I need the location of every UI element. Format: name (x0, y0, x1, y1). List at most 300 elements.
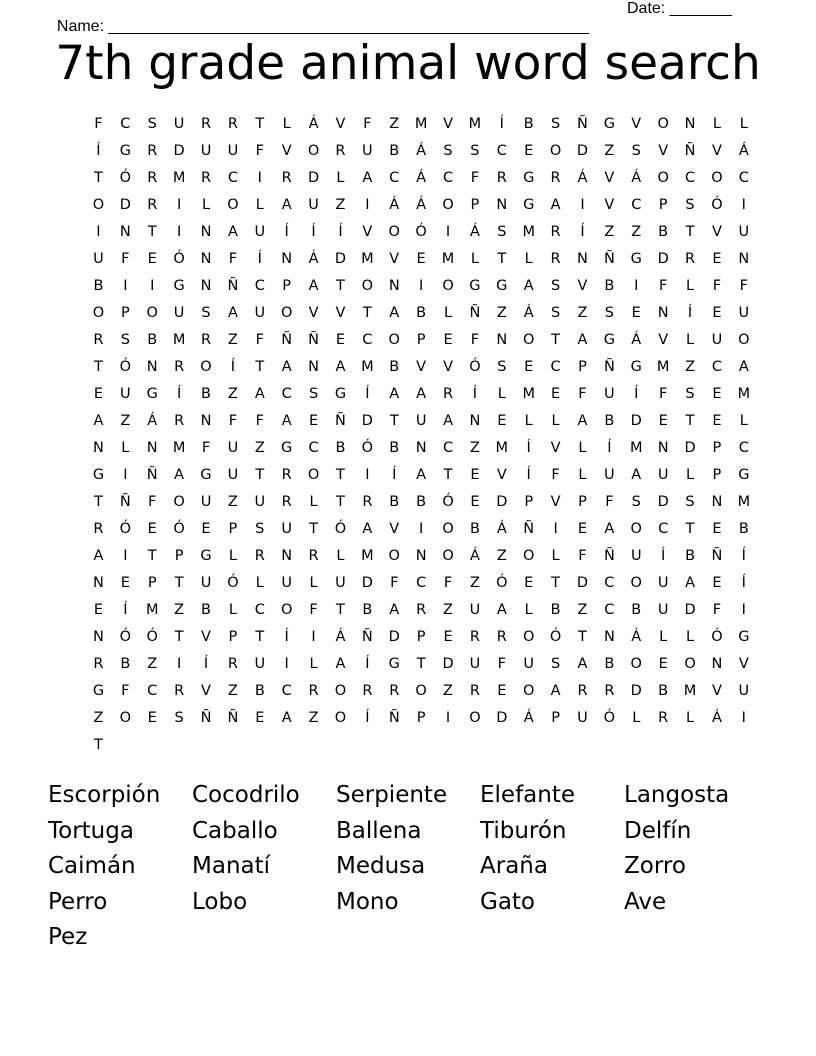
grid-letter: Í (284, 224, 289, 240)
grid-letter: V (389, 521, 400, 537)
word-list-item: Tortuga (48, 817, 134, 844)
grid-letter: N (496, 197, 508, 213)
grid-letter: A (523, 278, 534, 294)
grid-letter: Ñ (603, 359, 615, 375)
grid-letter: V (658, 332, 669, 348)
grid-letter: C (684, 170, 696, 186)
grid-letter: Ñ (684, 143, 696, 159)
grid-letter: O (549, 143, 562, 159)
grid-letter: U (362, 143, 373, 159)
grid-letter: F (255, 413, 264, 429)
grid-letter: O (119, 710, 132, 726)
grid-letter: C (281, 386, 292, 402)
grid-letter: R (550, 224, 561, 240)
grid-letter: C (308, 440, 319, 456)
grid-letter: P (416, 332, 426, 348)
grid-letter: F (551, 467, 560, 483)
grid-letter: Í (230, 359, 236, 375)
grid-letter: Ó (119, 629, 132, 645)
grid-letter: V (604, 170, 615, 186)
grid-letter: E (147, 521, 157, 537)
grid-letter: U (469, 602, 481, 618)
grid-letter: N (603, 629, 615, 645)
grid-letter: O (442, 278, 454, 294)
grid-letter: M (495, 440, 509, 456)
grid-letter: D (576, 143, 589, 159)
grid-letter: N (93, 440, 104, 456)
grid-letter: Í (311, 224, 316, 240)
grid-letter: Z (496, 305, 507, 321)
grid-letter: N (93, 575, 104, 591)
grid-letter: T (336, 278, 345, 294)
grid-letter: Í (203, 656, 209, 672)
grid-letter: T (174, 575, 184, 591)
grid-letter: Ó (361, 440, 374, 456)
grid-letter: Ñ (523, 521, 535, 537)
grid-letter: E (147, 251, 157, 267)
grid-letter: I (445, 710, 451, 726)
word-list-item: Caimán (48, 853, 136, 879)
grid-letter: N (119, 224, 131, 240)
grid-letter: Í (634, 386, 639, 402)
grid-letter: U (281, 575, 292, 591)
grid-letter: L (685, 629, 695, 645)
grid-letter: M (737, 386, 751, 402)
grid-letter: E (658, 656, 668, 672)
grid-letter: D (442, 656, 454, 672)
grid-letter: N (657, 440, 669, 456)
grid-letter: F (148, 494, 157, 510)
grid-letter: O (227, 197, 239, 213)
grid-letter: C (389, 170, 400, 186)
grid-letter: A (227, 224, 238, 240)
grid-letter: E (524, 143, 534, 159)
grid-letter: R (147, 170, 158, 186)
grid-letter: P (578, 359, 587, 375)
grid-letter: O (388, 548, 400, 564)
grid-letter: L (228, 548, 237, 564)
grid-letter: R (416, 602, 427, 618)
grid-letter: D (361, 575, 373, 591)
grid-letter: M (172, 332, 186, 348)
grid-letter: O (657, 116, 669, 132)
word-list-item: Serpiente (336, 782, 448, 808)
grid-letter: N (200, 251, 212, 267)
grid-letter: N (657, 305, 669, 321)
grid-letter: R (308, 548, 319, 564)
grid-letter: R (254, 548, 265, 564)
grid-letter: R (174, 359, 185, 375)
grid-letter: R (442, 386, 454, 402)
grid-letter: L (255, 197, 264, 213)
grid-letter: E (147, 710, 157, 726)
grid-letter: S (201, 305, 211, 321)
grid-letter: U (738, 305, 750, 321)
word-list-item: Perro (48, 888, 108, 915)
grid-letter: D (173, 143, 185, 159)
grid-letter: N (711, 656, 723, 672)
grid-letter: C (254, 602, 265, 618)
grid-letter: D (657, 251, 669, 267)
grid-letter: G (603, 332, 615, 348)
grid-letter: L (578, 440, 587, 456)
grid-letter: Ñ (361, 629, 373, 645)
grid-letter: E (120, 575, 130, 591)
grid-letter: Á (416, 143, 427, 159)
grid-letter: R (469, 629, 480, 645)
grid-letter: U (523, 656, 534, 672)
grid-letter: E (443, 332, 453, 348)
grid-letter: R (200, 116, 212, 132)
grid-letter: N (711, 494, 723, 510)
grid-letter: Á (631, 332, 642, 348)
grid-letter: F (228, 251, 238, 267)
grid-letter: O (630, 521, 642, 537)
grid-letter: U (120, 386, 131, 402)
grid-letter: P (578, 494, 587, 510)
grid-letter: C (711, 359, 722, 375)
grid-letter: E (93, 386, 104, 402)
word-list-item: Zorro (624, 853, 686, 879)
grid-letter: Z (308, 710, 319, 726)
grid-letter: P (712, 440, 722, 456)
grid-letter: R (147, 143, 158, 159)
grid-letter: Í (365, 710, 370, 726)
grid-letter: A (254, 386, 265, 402)
word-list-item: Medusa (336, 853, 426, 879)
grid-letter: Ó (173, 521, 185, 537)
grid-letter: M (414, 116, 428, 132)
grid-letter: O (522, 683, 535, 699)
grid-letter: V (201, 629, 211, 645)
grid-letter: B (550, 602, 561, 618)
grid-letter: A (362, 170, 373, 186)
grid-letter: B (604, 278, 615, 294)
grid-letter: P (524, 494, 534, 510)
grid-letter: Ó (227, 575, 239, 591)
letter-grid (85, 114, 757, 762)
grid-letter: Ó (496, 575, 508, 591)
grid-letter: M (441, 251, 455, 267)
grid-letter: N (496, 332, 508, 348)
grid-letter: Z (469, 575, 480, 591)
name-field-line: Name: ______________________________________________________ (56, 18, 589, 35)
grid-letter: Á (308, 251, 319, 267)
grid-letter: N (308, 359, 319, 375)
grid-letter: G (523, 170, 535, 186)
grid-letter: T (255, 629, 265, 645)
grid-letter: Z (577, 602, 588, 618)
grid-letter: T (94, 494, 103, 510)
grid-letter: E (335, 332, 346, 348)
grid-letter: E (712, 305, 722, 321)
grid-letter: Í (257, 251, 262, 267)
grid-letter: A (227, 305, 238, 321)
grid-letter: T (416, 656, 426, 672)
grid-letter: S (550, 116, 561, 132)
grid-letter: I (257, 170, 262, 186)
grid-letter: M (172, 440, 186, 456)
grid-letter: Ñ (227, 278, 239, 294)
grid-letter: V (389, 251, 400, 267)
grid-letter: I (123, 467, 128, 483)
word-list-item: Tiburón (480, 817, 567, 844)
grid-letter: I (741, 602, 746, 618)
word-list-item: Gato (480, 888, 536, 915)
grid-letter: U (657, 575, 669, 591)
grid-letter: A (93, 548, 104, 564)
grid-letter: Í (176, 386, 182, 402)
grid-letter: P (470, 197, 480, 213)
grid-letter: Ó (119, 170, 132, 186)
grid-letter: M (468, 116, 482, 132)
grid-letter: S (685, 197, 695, 213)
grid-letter: U (254, 656, 266, 672)
grid-letter: Ñ (146, 467, 158, 483)
grid-letter: R (362, 683, 373, 699)
grid-letter: L (309, 494, 318, 510)
grid-letter: D (388, 629, 400, 645)
grid-letter: U (173, 305, 185, 321)
grid-letter: V (308, 305, 319, 321)
grid-letter: E (470, 494, 480, 510)
grid-letter: S (497, 359, 507, 375)
grid-letter: Z (577, 305, 588, 321)
grid-letter: F (712, 602, 722, 618)
grid-letter: G (281, 440, 293, 456)
page-title: 7th grade animal word search (55, 36, 761, 91)
grid-letter: T (336, 467, 345, 483)
grid-letter: R (496, 629, 507, 645)
grid-letter: O (173, 494, 185, 510)
grid-letter: U (335, 575, 346, 591)
grid-letter: A (281, 710, 292, 726)
grid-letter: Ó (146, 629, 158, 645)
grid-letter: Ñ (711, 548, 723, 564)
grid-letter: F (309, 602, 318, 618)
grid-letter: O (630, 656, 642, 672)
grid-letter: U (227, 440, 239, 456)
grid-letter: F (121, 683, 130, 699)
grid-letter: C (254, 278, 265, 294)
grid-letter: I (365, 197, 370, 213)
grid-letter: E (497, 683, 507, 699)
grid-letter: V (658, 143, 669, 159)
word-list-item: Elefante (480, 782, 576, 808)
grid-letter: E (524, 575, 534, 591)
grid-letter: Z (227, 332, 238, 348)
grid-letter: B (389, 440, 400, 456)
grid-letter: P (712, 467, 722, 483)
grid-letter: Í (526, 440, 531, 456)
grid-letter: Z (227, 494, 238, 510)
grid-letter: G (496, 278, 508, 294)
grid-letter: A (389, 602, 400, 618)
grid-letter: Á (469, 548, 480, 564)
grid-letter: Ñ (577, 116, 588, 132)
grid-letter: U (227, 143, 239, 159)
grid-letter: P (174, 548, 184, 564)
grid-letter: Á (577, 170, 588, 186)
grid-letter: C (604, 575, 615, 591)
grid-letter: U (200, 575, 212, 591)
grid-letter: U (738, 224, 750, 240)
grid-letter: A (550, 197, 561, 213)
grid-letter: D (684, 440, 696, 456)
grid-letter: N (415, 440, 427, 456)
grid-letter: D (684, 602, 696, 618)
grid-letter: B (389, 359, 400, 375)
grid-letter: F (605, 494, 614, 510)
grid-letter: M (630, 440, 643, 456)
grid-letter: O (522, 332, 535, 348)
grid-letter: D (630, 413, 642, 429)
grid-letter: Ñ (335, 413, 346, 429)
grid-letter: Á (523, 305, 534, 321)
grid-letter: R (227, 656, 238, 672)
grid-letter: B (685, 548, 696, 564)
grid-letter: B (201, 386, 211, 402)
grid-letter: O (469, 710, 481, 726)
grid-letter: Ó (603, 710, 616, 726)
grid-letter: L (712, 116, 721, 132)
grid-letter: L (524, 602, 533, 618)
grid-letter: S (604, 305, 614, 321)
grid-letter: D (630, 683, 642, 699)
grid-letter: F (658, 278, 668, 294)
grid-letter: Ñ (200, 710, 212, 726)
grid-letter: Ó (119, 359, 132, 375)
grid-letter: Í (499, 116, 504, 132)
grid-letter: U (577, 710, 588, 726)
grid-letter: F (658, 386, 668, 402)
grid-letter: O (442, 521, 454, 537)
grid-letter: Í (580, 224, 585, 240)
grid-letter: V (711, 143, 722, 159)
grid-letter: Z (604, 224, 615, 240)
grid-letter: V (577, 278, 588, 294)
grid-letter: G (523, 197, 535, 213)
grid-letter: S (550, 305, 561, 321)
grid-letter: P (120, 305, 130, 321)
grid-letter: R (281, 494, 292, 510)
grid-letter: E (497, 413, 507, 429)
grid-letter: C (496, 143, 507, 159)
grid-letter: V (631, 116, 642, 132)
grid-letter: G (469, 278, 481, 294)
grid-letter: L (309, 656, 318, 672)
grid-letter: D (334, 251, 347, 267)
grid-letter: A (335, 656, 346, 672)
grid-letter: G (630, 359, 642, 375)
grid-letter: I (553, 521, 558, 537)
grid-letter: Í (472, 386, 478, 402)
grid-letter: O (415, 683, 427, 699)
grid-letter: O (522, 548, 535, 564)
grid-letter: B (201, 602, 211, 618)
grid-letter: A (416, 386, 427, 402)
grid-letter: T (174, 629, 184, 645)
grid-letter: O (334, 683, 347, 699)
grid-letter: Z (443, 683, 453, 699)
grid-letter: E (524, 359, 534, 375)
grid-letter: N (388, 278, 400, 294)
grid-letter: C (147, 683, 158, 699)
grid-letter: U (281, 521, 292, 537)
grid-letter: S (470, 143, 480, 159)
grid-letter: V (711, 683, 722, 699)
grid-letter: U (254, 494, 266, 510)
grid-letter: A (416, 467, 427, 483)
grid-letter: I (418, 521, 424, 537)
grid-letter: Í (96, 143, 101, 159)
grid-letter: Ó (711, 197, 723, 213)
grid-letter: M (145, 602, 159, 618)
grid-letter: C (227, 170, 238, 186)
grid-letter: V (335, 116, 346, 132)
grid-letter: I (741, 710, 746, 726)
grid-letter: M (361, 251, 374, 267)
grid-letter: V (335, 305, 346, 321)
grid-letter: R (227, 116, 238, 132)
grid-letter: A (281, 413, 292, 429)
grid-letter: Á (335, 629, 346, 645)
grid-letter: R (550, 251, 561, 267)
grid-letter: I (176, 224, 182, 240)
grid-letter: B (389, 494, 400, 510)
grid-letter: G (92, 467, 105, 483)
grid-letter: I (96, 224, 101, 240)
grid-letter: P (147, 575, 157, 591)
grid-letter: L (685, 710, 695, 726)
grid-letter: C (738, 170, 749, 186)
grid-letter: N (684, 116, 696, 132)
grid-letter: T (685, 224, 695, 240)
grid-letter: U (200, 494, 212, 510)
grid-letter: Í (338, 224, 343, 240)
grid-letter: O (738, 332, 750, 348)
grid-letter: R (147, 197, 158, 213)
grid-letter: V (416, 359, 427, 375)
grid-letter: S (631, 143, 641, 159)
grid-letter: A (93, 413, 104, 429)
grid-letter: L (685, 467, 695, 483)
grid-letter: Á (711, 710, 722, 726)
grid-letter: F (255, 143, 264, 159)
grid-letter: G (738, 629, 750, 645)
date-field-line: Date: _______ (627, 0, 732, 17)
grid-letter: D (361, 413, 373, 429)
grid-letter: L (739, 116, 748, 132)
grid-letter: F (201, 440, 211, 456)
grid-letter: N (281, 548, 293, 564)
grid-letter: U (630, 548, 642, 564)
word-list-item: Delfín (624, 817, 692, 844)
grid-letter: O (200, 359, 212, 375)
grid-letter: L (551, 413, 560, 429)
grid-letter: O (307, 143, 320, 159)
grid-letter: G (334, 386, 347, 402)
grid-letter: G (738, 467, 750, 483)
grid-letter: Ó (469, 359, 481, 375)
grid-letter: B (469, 521, 480, 537)
grid-letter: B (658, 224, 669, 240)
grid-letter: L (551, 548, 560, 564)
grid-letter: Ó (119, 521, 132, 537)
word-list-item: Langosta (624, 782, 730, 808)
grid-letter: O (522, 629, 535, 645)
grid-letter: O (442, 548, 454, 564)
